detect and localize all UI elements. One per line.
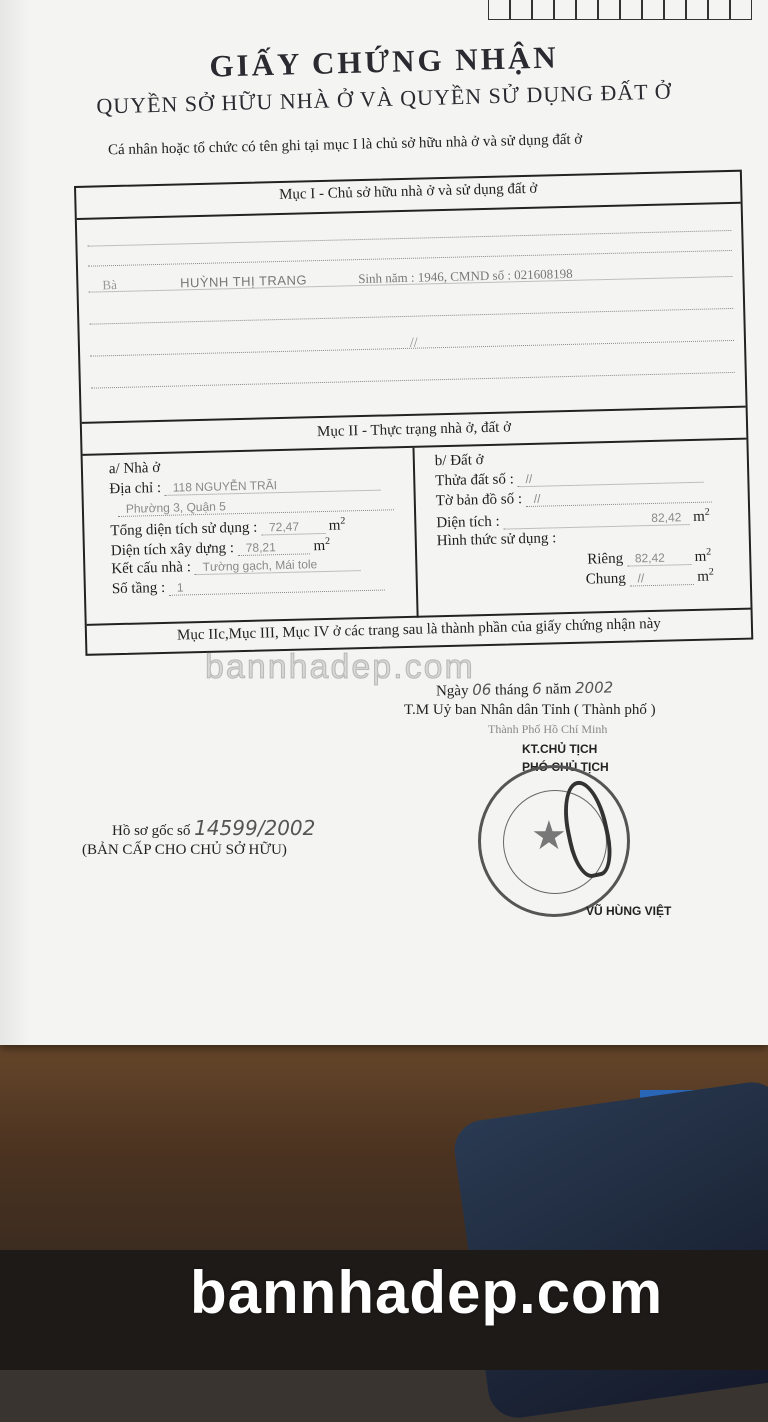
land-heading: b/ Đất ở	[434, 452, 484, 470]
record-number: Hồ sơ gốc số 14599/2002	[112, 816, 316, 840]
house-floors: Số tầng : 1	[112, 575, 385, 599]
date-day: 06	[472, 680, 492, 699]
signer-role-2: PHÓ CHỦ TỊCH	[522, 760, 609, 774]
house-floors-value: 1	[169, 576, 385, 596]
section2-title: Mục II - Thực trạng nhà ở, đất ở	[316, 419, 512, 441]
certificate-subtitle: QUYỀN SỞ HỮU NHÀ Ở VÀ QUYỀN SỬ DỤNG ĐẤT Ở	[96, 78, 672, 119]
house-heading: a/ Nhà ở	[108, 459, 161, 478]
land-plot-value: //	[517, 468, 703, 488]
land-shared: Chung // $m^2$	[585, 566, 714, 588]
house-column	[83, 448, 419, 626]
certificate-frame	[74, 170, 753, 656]
land-usage: Hình thức sử dụng :	[436, 530, 557, 550]
section1-title: Mục I - Chủ sở hữu nhà ở và sử dụng đất ở	[278, 180, 538, 203]
house-address: Địa chỉ : 118 NGUYỄN TRÃI	[109, 475, 381, 499]
land-area: Diện tích : 82,42 $m^2$	[436, 506, 710, 532]
land-private-value: 82,42	[627, 550, 691, 567]
footer-note: Mục IIc,Mục III, Mục IV ở các trang sau là thành phần của giấy chứng nhận này	[176, 615, 662, 644]
house-build-area-value: 78,21	[238, 539, 310, 556]
issue-date: Ngày 06 tháng 6 năm 2002	[435, 678, 614, 700]
house-total-area-value: 72,47	[261, 519, 325, 536]
watermark-large: bannhadep.com	[190, 1259, 664, 1326]
date-year: 2002	[574, 678, 614, 698]
owner-title: Bà	[102, 276, 118, 293]
house-structure-value: Tường gạch, Mái tole	[194, 556, 360, 575]
land-column	[414, 440, 752, 618]
intro-text: Cá nhân hoặc tổ chức có tên ghi tại mục I là chủ sở hữu nhà ở và sử dụng đất ở	[107, 131, 583, 159]
certificate-title: GIẤY CHỨNG NHẬN	[208, 39, 560, 84]
land-private: Riêng 82,42 $m^2$	[587, 546, 712, 568]
land-shared-value: //	[629, 570, 693, 587]
land-map: Tờ bản đồ số : //	[436, 487, 712, 511]
record-number-value: 14599/2002	[194, 816, 316, 840]
seal-star-icon: ★	[531, 813, 567, 858]
house-ward	[118, 494, 394, 518]
land-area-value: 82,42	[503, 510, 689, 530]
owner-birth-id: Sinh năm : 1946, CMND số : 021608198	[358, 265, 573, 287]
watermark-small: bannhadep.com	[205, 648, 475, 686]
signer-role-1: KT.CHỦ TỊCH	[522, 742, 598, 756]
owner-copy-note: (BẢN CẤP CHO CHỦ SỞ HỮU)	[82, 842, 287, 858]
house-ward-value: Phường 3, Quận 5	[118, 495, 394, 517]
serial-number-boxes	[488, 0, 752, 20]
land-map-value: //	[526, 488, 712, 508]
signer-name: VŨ HÙNG VIỆT	[586, 904, 672, 918]
house-structure: Kết cấu nhà : Tường gạch, Mái tole	[111, 555, 361, 578]
owner-name: HUỲNH THỊ TRANG	[179, 272, 308, 291]
owner-mark: //	[409, 335, 418, 351]
land-plot: Thửa đất số : //	[435, 467, 704, 491]
house-build-area: Diện tích xây dựng : 78,21 $m^2$	[110, 535, 331, 560]
house-address-value: 118 NGUYỄN TRÃI	[165, 476, 381, 496]
date-month: 6	[532, 679, 542, 698]
issuing-authority: T.M Uỷ ban Nhân dân Tỉnh ( Thành phố )	[404, 702, 656, 718]
issuing-city: Thành Phố Hồ Chí Minh	[488, 722, 608, 736]
house-total-area: Tổng diện tích sử dụng : 72,47 $m^2$	[110, 515, 346, 540]
